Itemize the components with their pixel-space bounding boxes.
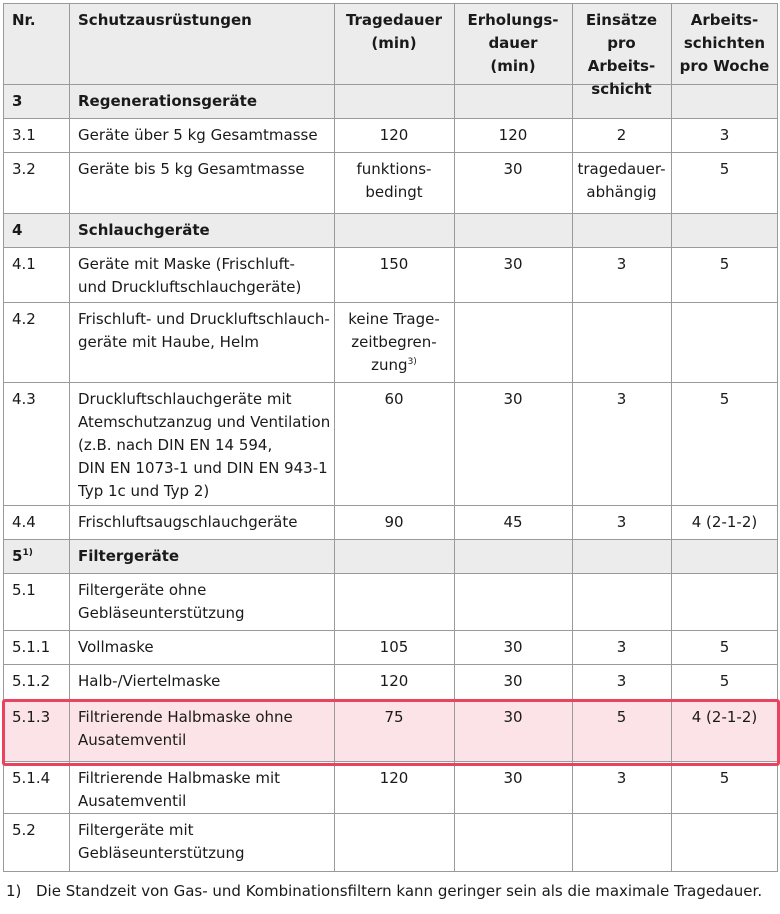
cell-erholungsdauer (454, 158, 572, 181)
cell-nr-text: 4 (12, 221, 23, 239)
cell-einsaetze-text: 3 (616, 255, 627, 273)
cell-erholungsdauer (454, 124, 572, 147)
footnote-reference: 1) (22, 548, 33, 558)
cell-arbeitsschichten-text: 5 (719, 390, 730, 408)
cell-equipment (78, 124, 331, 147)
cell-erholungsdauer-line (454, 511, 572, 534)
grid-row-line (3, 813, 778, 814)
cell-arbeitsschichten (671, 158, 778, 181)
cell-arbeitsschichten-line (671, 253, 778, 276)
header-arbeitsschichten-line (671, 9, 778, 32)
cell-erholungsdauer-text: 45 (503, 513, 523, 531)
cell-erholungsdauer-line (454, 767, 572, 790)
cell-einsaetze-line (572, 636, 671, 659)
cell-equipment (78, 253, 331, 299)
header-item-text: Schutzausrüstungen (78, 11, 252, 29)
cell-tragedauer-text: 105 (379, 638, 409, 656)
cell-nr (12, 636, 66, 659)
cell-equipment-text: Filtergeräte ohne (78, 581, 207, 599)
cell-equipment-line (78, 158, 331, 181)
cell-tragedauer-line (334, 767, 454, 790)
cell-equipment-text: Geräte bis 5 kg Gesamtmasse (78, 160, 305, 178)
cell-nr-text: 4.1 (12, 255, 36, 273)
section-title-text: Filtergeräte (78, 547, 180, 565)
cell-erholungsdauer (454, 636, 572, 659)
cell-tragedauer-line (334, 670, 454, 693)
cell-einsaetze (572, 124, 671, 147)
grid-row-line (3, 3, 778, 4)
cell-tragedauer-text: 90 (384, 513, 404, 531)
cell-nr-line (12, 158, 66, 181)
grid-row-line (3, 630, 778, 631)
cell-equipment-line (78, 790, 331, 813)
cell-tragedauer-line (334, 511, 454, 534)
cell-tragedauer-text: zung (371, 356, 408, 374)
footnote-number: 1) (6, 882, 22, 900)
cell-erholungsdauer (454, 388, 572, 411)
grid-row-line (3, 302, 778, 303)
cell-tragedauer (334, 767, 454, 790)
cell-erholungsdauer-text: 30 (503, 708, 523, 726)
cell-arbeitsschichten-line (671, 636, 778, 659)
cell-equipment-text: DIN EN 1073-1 und DIN EN 943-1 (78, 459, 328, 477)
cell-einsaetze-line (572, 670, 671, 693)
cell-nr-line (12, 124, 66, 147)
cell-tragedauer-text: 120 (379, 672, 409, 690)
cell-nr-line (12, 511, 66, 534)
cell-tragedauer-line (334, 308, 454, 331)
cell-nr-text: 4.3 (12, 390, 36, 408)
header-erholungsdauer-line (454, 32, 572, 55)
cell-equipment-line (78, 767, 331, 790)
header-nr-text: Nr. (12, 11, 36, 29)
footnote-text: Die Standzeit von Gas- und Kombinationsfiltern kann geringer sein als die maximale Tragedauer. (36, 882, 763, 900)
cell-einsaetze-line (572, 511, 671, 534)
cell-arbeitsschichten-text: 5 (719, 769, 730, 787)
cell-nr-text: 5.1.4 (12, 769, 51, 787)
cell-arbeitsschichten (671, 511, 778, 534)
header-erholungsdauer (454, 9, 572, 78)
cell-nr-text: 5 (12, 547, 23, 565)
cell-einsaetze-line (572, 124, 671, 147)
cell-nr-text: 5.1.3 (12, 708, 51, 726)
section-title-line (78, 545, 331, 568)
cell-nr (12, 308, 66, 331)
header-einsaetze-line (572, 32, 671, 78)
header-erholungsdauer-line (454, 55, 572, 78)
section-title-text: Regenerationsgeräte (78, 92, 258, 110)
cell-equipment (78, 670, 331, 693)
cell-equipment-text: Filtrierende Halbmaske mit (78, 769, 280, 787)
cell-einsaetze (572, 511, 671, 534)
cell-nr-line (12, 767, 66, 790)
cell-nr-line (12, 579, 66, 602)
header-erholungsdauer-text: (min) (490, 57, 536, 75)
cell-nr-text: 5.2 (12, 821, 36, 839)
header-einsaetze (572, 9, 671, 101)
cell-nr-text: 5.1 (12, 581, 36, 599)
cell-nr-text: 4.2 (12, 310, 36, 328)
cell-arbeitsschichten-line (671, 670, 778, 693)
cell-erholungsdauer (454, 670, 572, 693)
cell-tragedauer-text: zeitbegren- (351, 333, 437, 351)
header-arbeitsschichten-line (671, 32, 778, 55)
cell-equipment-line (78, 276, 331, 299)
header-einsaetze-line (572, 78, 671, 101)
cell-equipment-line (78, 253, 331, 276)
cell-tragedauer (334, 308, 454, 377)
grid-row-line (3, 152, 778, 153)
cell-equipment-text: Ausatemventil (78, 792, 187, 810)
cell-arbeitsschichten-line (671, 124, 778, 147)
header-einsaetze-text: schicht (591, 80, 652, 98)
cell-einsaetze (572, 670, 671, 693)
cell-equipment-text: Atemschutzanzug und Ventilation (78, 413, 331, 431)
cell-arbeitsschichten (671, 253, 778, 276)
cell-equipment-text: und Druckluftschlauchgeräte) (78, 278, 302, 296)
cell-erholungsdauer-line (454, 670, 572, 693)
cell-nr-line (12, 253, 66, 276)
cell-einsaetze-text: tragedauer- (577, 160, 666, 178)
cell-nr-line (12, 670, 66, 693)
cell-einsaetze (572, 636, 671, 659)
cell-equipment-line (78, 670, 331, 693)
header-nr-line (12, 9, 66, 32)
cell-tragedauer (334, 388, 454, 411)
cell-einsaetze-text: 2 (616, 126, 627, 144)
cell-equipment-line (78, 842, 331, 865)
cell-nr-text: 3 (12, 92, 23, 110)
header-erholungsdauer-text: dauer (488, 34, 538, 52)
cell-arbeitsschichten (671, 636, 778, 659)
grid-row-line (3, 382, 778, 383)
cell-tragedauer-line (334, 331, 454, 354)
cell-nr (12, 545, 66, 568)
header-tragedauer-line (334, 32, 454, 55)
cell-nr (12, 819, 66, 842)
header-tragedauer-text: (min) (371, 34, 417, 52)
cell-erholungsdauer-text: 30 (503, 638, 523, 656)
cell-arbeitsschichten (671, 388, 778, 411)
cell-equipment-line (78, 388, 331, 411)
cell-nr (12, 253, 66, 276)
cell-nr (12, 219, 66, 242)
cell-equipment-text: (z.B. nach DIN EN 14 594, (78, 436, 273, 454)
section-title (78, 545, 331, 568)
cell-equipment-text: Typ 1c und Typ 2) (78, 482, 210, 500)
header-einsaetze-text: pro Arbeits- (587, 34, 656, 75)
header-item (78, 9, 331, 32)
cell-equipment-text: geräte mit Haube, Helm (78, 333, 259, 351)
cell-arbeitsschichten-text: 5 (719, 672, 730, 690)
grid-row-line (3, 118, 778, 119)
cell-equipment-line (78, 602, 331, 625)
cell-tragedauer-text: bedingt (365, 183, 423, 201)
cell-erholungsdauer-line (454, 253, 572, 276)
cell-arbeitsschichten-line (671, 158, 778, 181)
cell-einsaetze (572, 388, 671, 411)
cell-equipment (78, 579, 331, 625)
cell-tragedauer-line (334, 124, 454, 147)
grid-row-line (3, 539, 778, 540)
cell-equipment-text: Frischluft- und Druckluftschlauch- (78, 310, 330, 328)
grid-row-line (3, 505, 778, 506)
cell-equipment-text: Druckluftschlauchgeräte mit (78, 390, 292, 408)
cell-nr-line (12, 819, 66, 842)
cell-einsaetze-text: abhängig (586, 183, 657, 201)
header-erholungsdauer-text: Erholungs- (467, 11, 559, 29)
cell-arbeitsschichten-text: 4 (2-1-2) (691, 708, 758, 726)
header-arbeitsschichten-text: schichten (683, 34, 766, 52)
cell-nr-text: 3.1 (12, 126, 36, 144)
cell-equipment (78, 767, 331, 813)
header-arbeitsschichten (671, 9, 778, 78)
cell-nr (12, 767, 66, 790)
cell-einsaetze-text: 3 (616, 390, 627, 408)
cell-equipment-line (78, 434, 331, 457)
cell-equipment-text: Filtrierende Halbmaske ohne (78, 708, 293, 726)
cell-arbeitsschichten (671, 670, 778, 693)
cell-tragedauer (334, 511, 454, 534)
cell-equipment-line (78, 819, 331, 842)
header-tragedauer-line (334, 9, 454, 32)
cell-erholungsdauer-line (454, 636, 572, 659)
cell-einsaetze-text: 3 (616, 769, 627, 787)
cell-tragedauer-line (334, 253, 454, 276)
cell-tragedauer-line (334, 636, 454, 659)
cell-arbeitsschichten-text: 3 (719, 126, 730, 144)
cell-tragedauer (334, 670, 454, 693)
cell-erholungsdauer-line (454, 388, 572, 411)
cell-einsaetze-line (572, 158, 671, 181)
cell-nr-line (12, 308, 66, 331)
cell-equipment-line (78, 480, 331, 503)
cell-equipment (78, 308, 331, 354)
header-tragedauer-text: Tragedauer (345, 11, 443, 29)
header-arbeitsschichten-line (671, 55, 778, 78)
cell-equipment-line (78, 457, 331, 480)
cell-tragedauer-text: 60 (384, 390, 404, 408)
cell-tragedauer (334, 636, 454, 659)
section-title-text: Schlauchgeräte (78, 221, 210, 239)
cell-einsaetze-text: 3 (616, 638, 627, 656)
cell-equipment-text: Gebläseunterstützung (78, 844, 245, 862)
cell-arbeitsschichten-line (671, 511, 778, 534)
header-erholungsdauer-line (454, 9, 572, 32)
header-arbeitsschichten-text: pro Woche (679, 57, 770, 75)
cell-tragedauer-line (334, 388, 454, 411)
cell-einsaetze (572, 158, 671, 204)
cell-nr (12, 388, 66, 411)
cell-equipment-text: Geräte über 5 kg Gesamtmasse (78, 126, 318, 144)
cell-nr-line (12, 219, 66, 242)
cell-tragedauer-text: 150 (379, 255, 409, 273)
cell-nr (12, 670, 66, 693)
cell-equipment-line (78, 636, 331, 659)
cell-equipment-line (78, 331, 331, 354)
cell-erholungsdauer-text: 30 (503, 160, 523, 178)
cell-nr-line (12, 388, 66, 411)
cell-einsaetze (572, 767, 671, 790)
cell-erholungsdauer-text: 30 (503, 672, 523, 690)
header-einsaetze-text: Einsätze (585, 11, 658, 29)
grid-row-line (3, 247, 778, 248)
grid-row-line (3, 573, 778, 574)
cell-tragedauer (334, 124, 454, 147)
cell-nr (12, 124, 66, 147)
grid-row-line (3, 871, 778, 872)
section-title (78, 90, 331, 113)
cell-erholungsdauer (454, 767, 572, 790)
cell-erholungsdauer-line (454, 158, 572, 181)
highlighted-row-border (2, 699, 780, 766)
cell-equipment-text: Vollmaske (78, 638, 154, 656)
cell-nr (12, 579, 66, 602)
cell-equipment-text: Halb-/Viertelmaske (78, 672, 221, 690)
cell-equipment-text: Filtergeräte mit (78, 821, 194, 839)
cell-equipment (78, 636, 331, 659)
cell-nr-line (12, 545, 66, 568)
cell-equipment-text: Frischluftsaugschlauchgeräte (78, 513, 298, 531)
cell-einsaetze-line (572, 253, 671, 276)
cell-erholungsdauer-text: 30 (503, 255, 523, 273)
cell-einsaetze-text: 3 (616, 513, 627, 531)
header-nr (12, 9, 66, 32)
cell-equipment (78, 158, 331, 181)
cell-tragedauer-line (334, 158, 454, 181)
cell-arbeitsschichten-text: 4 (2-1-2) (691, 513, 758, 531)
cell-einsaetze-text: 3 (616, 672, 627, 690)
header-item-line (78, 9, 331, 32)
cell-nr-line (12, 90, 66, 113)
cell-arbeitsschichten-line (671, 767, 778, 790)
cell-equipment-line (78, 124, 331, 147)
cell-erholungsdauer-text: 30 (503, 390, 523, 408)
cell-tragedauer-text: keine Trage- (348, 310, 440, 328)
cell-equipment-line (78, 411, 331, 434)
cell-equipment-line (78, 308, 331, 331)
cell-arbeitsschichten (671, 124, 778, 147)
cell-equipment (78, 819, 331, 865)
cell-tragedauer-text: 120 (379, 126, 409, 144)
cell-nr (12, 511, 66, 534)
cell-arbeitsschichten-text: 5 (719, 638, 730, 656)
cell-einsaetze-text: 5 (616, 708, 627, 726)
cell-tragedauer-line (334, 354, 454, 377)
cell-tragedauer-text: 75 (384, 708, 404, 726)
cell-equipment-line (78, 511, 331, 534)
cell-nr-text: 5.1.1 (12, 638, 51, 656)
footnote-reference: 3) (407, 357, 417, 367)
cell-einsaetze (572, 253, 671, 276)
cell-nr-text: 4.4 (12, 513, 36, 531)
cell-tragedauer (334, 158, 454, 204)
cell-erholungsdauer-text: 30 (503, 769, 523, 787)
cell-tragedauer (334, 253, 454, 276)
cell-einsaetze-line (572, 767, 671, 790)
cell-erholungsdauer (454, 253, 572, 276)
cell-nr (12, 90, 66, 113)
grid-row-line (3, 664, 778, 665)
cell-tragedauer-line (334, 181, 454, 204)
cell-arbeitsschichten-text: 5 (719, 255, 730, 273)
cell-arbeitsschichten (671, 767, 778, 790)
cell-tragedauer-text: funktions- (356, 160, 432, 178)
header-einsaetze-line (572, 9, 671, 32)
cell-equipment (78, 511, 331, 534)
cell-arbeitsschichten-text: 5 (719, 160, 730, 178)
section-title (78, 219, 331, 242)
cell-equipment (78, 388, 331, 503)
cell-nr-line (12, 636, 66, 659)
cell-erholungsdauer-text: 120 (498, 126, 528, 144)
section-title-line (78, 90, 331, 113)
cell-einsaetze-line (572, 181, 671, 204)
section-title-line (78, 219, 331, 242)
cell-nr-text: 5.1.2 (12, 672, 51, 690)
cell-einsaetze-line (572, 388, 671, 411)
cell-nr (12, 158, 66, 181)
cell-equipment-text: Gebläseunterstützung (78, 604, 245, 622)
cell-equipment-text: Geräte mit Maske (Frischluft- (78, 255, 295, 273)
header-arbeitsschichten-text: Arbeits- (690, 11, 759, 29)
grid-row-line (3, 213, 778, 214)
header-tragedauer (334, 9, 454, 55)
cell-erholungsdauer (454, 511, 572, 534)
cell-erholungsdauer-line (454, 124, 572, 147)
cell-equipment-line (78, 579, 331, 602)
cell-tragedauer-text: 120 (379, 769, 409, 787)
cell-arbeitsschichten-line (671, 388, 778, 411)
cell-nr-text: 3.2 (12, 160, 36, 178)
cell-equipment-text: Ausatemventil (78, 731, 187, 749)
